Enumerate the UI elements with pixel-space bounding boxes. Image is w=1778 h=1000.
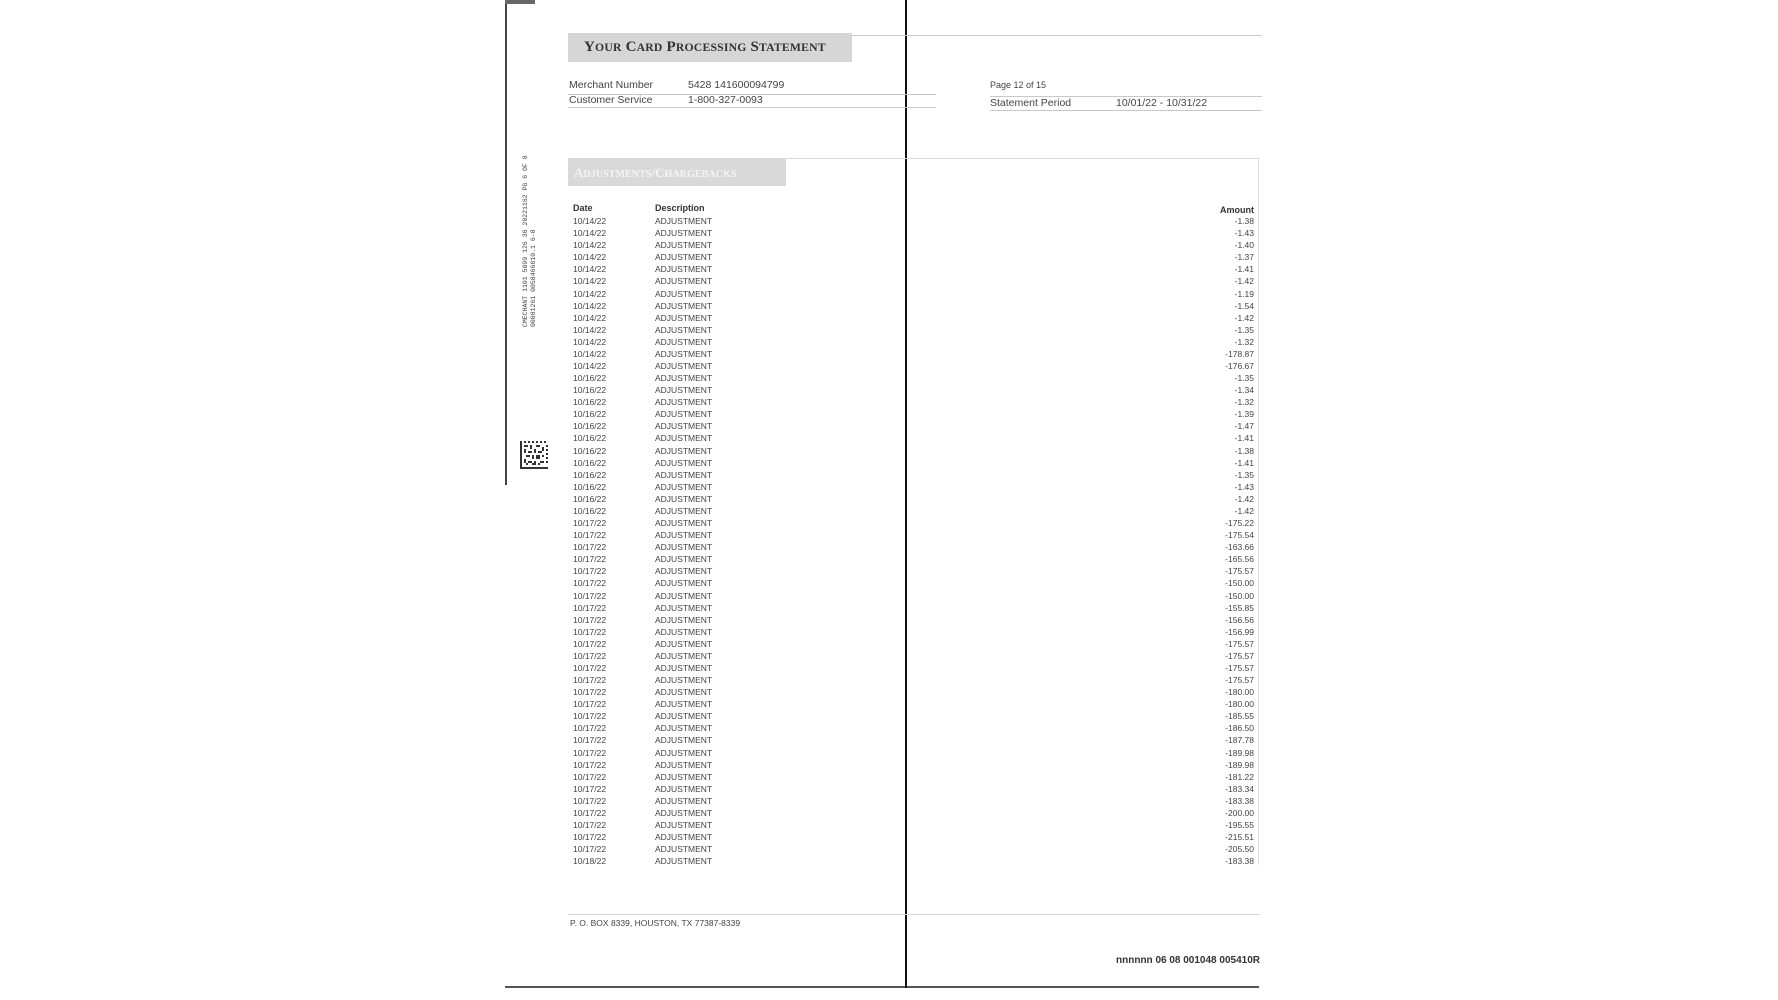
side-code-line-1: CMECHANT 1101 5099 126 36 20221162 PG 6 OF 8 bbox=[522, 155, 529, 327]
table-row-description: ADJUSTMENT bbox=[655, 228, 713, 239]
table-row-amount: -1.35 bbox=[1234, 469, 1254, 480]
table-row-description: ADJUSTMENT bbox=[655, 783, 713, 794]
table-row-description: ADJUSTMENT bbox=[655, 505, 713, 516]
table-row-date: 10/17/22 bbox=[573, 542, 607, 553]
table-row-amount: -189.98 bbox=[1225, 759, 1254, 770]
table-row-description: ADJUSTMENT bbox=[655, 675, 713, 685]
table-row-description: ADJUSTMENT bbox=[655, 493, 713, 504]
table-row-description: ADJUSTMENT bbox=[655, 735, 713, 746]
table-row-description: ADJUSTMENT bbox=[655, 832, 713, 843]
table-row-date: 10/17/22 bbox=[573, 663, 607, 673]
table-row-date: 10/17/22 bbox=[573, 795, 607, 806]
table-row-amount: -156.56 bbox=[1225, 614, 1254, 625]
table-row-description: ADJUSTMENT bbox=[655, 844, 713, 855]
table-row-description: ADJUSTMENT bbox=[655, 373, 713, 383]
table-row-amount: -165.56 bbox=[1225, 554, 1254, 565]
table-row-date: 10/14/22 bbox=[573, 348, 607, 359]
table-row-amount: -1.34 bbox=[1234, 385, 1254, 396]
table-row-date: 10/17/22 bbox=[573, 602, 607, 613]
table-row-date: 10/14/22 bbox=[573, 324, 607, 335]
table-row-amount: -150.00 bbox=[1225, 578, 1254, 589]
table-row-description: ADJUSTMENT bbox=[655, 469, 713, 480]
table-row-date: 10/16/22 bbox=[573, 505, 607, 516]
column-header-date: Date bbox=[573, 203, 593, 213]
table-row-amount: -1.32 bbox=[1234, 336, 1254, 347]
table-row-description: ADJUSTMENT bbox=[655, 397, 713, 408]
table-row-date: 10/14/22 bbox=[573, 264, 607, 275]
table-row-date: 10/16/22 bbox=[573, 457, 607, 468]
table-row-description: ADJUSTMENT bbox=[655, 445, 713, 456]
datamatrix-barcode-icon bbox=[520, 441, 548, 469]
section-title bbox=[568, 159, 786, 186]
table-row-description: ADJUSTMENT bbox=[655, 276, 713, 287]
side-tracking-code bbox=[522, 155, 538, 327]
merchant-number-label: Merchant Number bbox=[569, 79, 654, 91]
table-row-date: 10/17/22 bbox=[573, 638, 607, 649]
table-row-description: ADJUSTMENT bbox=[655, 626, 713, 637]
table-row-description: ADJUSTMENT bbox=[655, 747, 713, 758]
table-row-date: 10/17/22 bbox=[573, 832, 607, 843]
column-header-amount: Amount bbox=[1220, 205, 1254, 215]
table-row-date: 10/16/22 bbox=[573, 385, 607, 396]
table-row-description: ADJUSTMENT bbox=[655, 252, 713, 263]
table-row-date: 10/17/22 bbox=[573, 735, 607, 746]
table-row-description: ADJUSTMENT bbox=[655, 312, 713, 323]
table-row-date: 10/14/22 bbox=[573, 361, 607, 371]
statement-title bbox=[568, 33, 852, 62]
table-row-description: ADJUSTMENT bbox=[655, 614, 713, 625]
customer-service-value: 1-800-327-0093 bbox=[688, 94, 763, 106]
table-row-amount: -155.85 bbox=[1225, 602, 1254, 613]
table-row-amount: -163.66 bbox=[1225, 542, 1254, 553]
page-bottom-edge bbox=[505, 986, 1259, 988]
table-row-description: ADJUSTMENT bbox=[655, 542, 713, 553]
table-row-description: ADJUSTMENT bbox=[655, 530, 713, 541]
table-row-amount: -1.35 bbox=[1234, 373, 1254, 383]
table-row-amount: -1.42 bbox=[1234, 505, 1254, 516]
table-row-date: 10/17/22 bbox=[573, 783, 607, 794]
column-header-description: Description bbox=[655, 203, 705, 213]
table-row-date: 10/17/22 bbox=[573, 687, 607, 698]
table-row-amount: -1.42 bbox=[1234, 276, 1254, 287]
page-number: Page 12 of 15 bbox=[990, 80, 1047, 90]
table-row-date: 10/17/22 bbox=[573, 771, 607, 782]
table-row-amount: -180.00 bbox=[1225, 699, 1254, 710]
table-row-amount: -175.57 bbox=[1225, 638, 1254, 649]
table-row-amount: -176.67 bbox=[1225, 361, 1254, 371]
table-row-description: ADJUSTMENT bbox=[655, 288, 713, 299]
table-row-description: ADJUSTMENT bbox=[655, 240, 713, 251]
table-row-description: ADJUSTMENT bbox=[655, 518, 713, 528]
table-row-description: ADJUSTMENT bbox=[655, 348, 713, 359]
footer-rule bbox=[568, 914, 1260, 915]
footer-tracking-code: nnnnnn 06 08 001048 005410R bbox=[1116, 955, 1260, 966]
table-row-amount: -1.40 bbox=[1234, 240, 1254, 251]
table-row-date: 10/17/22 bbox=[573, 626, 607, 637]
table-row-date: 10/16/22 bbox=[573, 373, 607, 383]
table-row-date: 10/17/22 bbox=[573, 747, 607, 758]
table-row-amount: -181.22 bbox=[1225, 771, 1254, 782]
table-row-description: ADJUSTMENT bbox=[655, 663, 713, 673]
table-row-date: 10/14/22 bbox=[573, 336, 607, 347]
table-row-date: 10/17/22 bbox=[573, 844, 607, 855]
table-row-amount: -150.00 bbox=[1225, 590, 1254, 601]
table-row-amount: -1.43 bbox=[1234, 228, 1254, 239]
table-row-amount: -205.50 bbox=[1225, 844, 1254, 855]
statement-period-label: Statement Period bbox=[990, 97, 1072, 109]
table-row-description: ADJUSTMENT bbox=[655, 602, 713, 613]
table-row-amount: -1.43 bbox=[1234, 481, 1254, 492]
footer-address: P. O. BOX 8339, HOUSTON, TX 77387-8339 bbox=[570, 918, 741, 928]
table-row-amount: -1.39 bbox=[1234, 409, 1254, 420]
table-row-description: ADJUSTMENT bbox=[655, 481, 713, 492]
table-row-date: 10/17/22 bbox=[573, 711, 607, 722]
table-row-amount: -187.78 bbox=[1225, 735, 1254, 746]
table-row-date: 10/14/22 bbox=[573, 276, 607, 287]
table-row-amount: -186.50 bbox=[1225, 723, 1254, 734]
merchant-number-value: 5428 141600094799 bbox=[688, 79, 785, 91]
table-row-date: 10/14/22 bbox=[573, 252, 607, 263]
table-row-description: ADJUSTMENT bbox=[655, 433, 713, 444]
table-row-date: 10/17/22 bbox=[573, 759, 607, 770]
table-row-amount: -189.98 bbox=[1225, 747, 1254, 758]
table-row-amount: -1.42 bbox=[1234, 312, 1254, 323]
table-row-amount: -175.57 bbox=[1225, 566, 1254, 577]
table-row-amount: -183.38 bbox=[1225, 795, 1254, 806]
table-row-date: 10/16/22 bbox=[573, 493, 607, 504]
table-row-amount: -1.47 bbox=[1234, 421, 1254, 432]
title-rule bbox=[852, 35, 1262, 36]
period-rule bbox=[990, 110, 1262, 111]
page-corner-mark bbox=[505, 0, 535, 4]
table-row-date: 10/14/22 bbox=[573, 312, 607, 323]
table-row-date: 10/14/22 bbox=[573, 216, 607, 226]
table-row-description: ADJUSTMENT bbox=[655, 795, 713, 806]
table-row-description: ADJUSTMENT bbox=[655, 409, 713, 420]
table-row-date: 10/17/22 bbox=[573, 530, 607, 541]
table-row-description: ADJUSTMENT bbox=[655, 457, 713, 468]
table-row-amount: -195.55 bbox=[1225, 820, 1254, 830]
table-row-amount: -180.00 bbox=[1225, 687, 1254, 698]
table-row-date: 10/17/22 bbox=[573, 675, 607, 685]
section-title-text: ADJUSTMENTS/CHARGEBACKS bbox=[574, 165, 737, 180]
table-row-description: ADJUSTMENT bbox=[655, 216, 713, 226]
table-row-amount: -1.41 bbox=[1234, 457, 1254, 468]
table-row-description: ADJUSTMENT bbox=[655, 650, 713, 661]
table-row-date: 10/17/22 bbox=[573, 578, 607, 589]
table-row-description: ADJUSTMENT bbox=[655, 638, 713, 649]
table-row-description: ADJUSTMENT bbox=[655, 820, 713, 830]
customer-service-label: Customer Service bbox=[569, 94, 653, 106]
statement-period-value: 10/01/22 - 10/31/22 bbox=[1116, 97, 1208, 109]
table-row-description: ADJUSTMENT bbox=[655, 385, 713, 396]
table-row-description: ADJUSTMENT bbox=[655, 264, 713, 275]
table-row-date: 10/18/22 bbox=[573, 856, 607, 867]
statement-title-text: YOUR CARD PROCESSING STATEMENT bbox=[584, 39, 826, 55]
table-row-date: 10/17/22 bbox=[573, 554, 607, 565]
table-row-amount: -1.19 bbox=[1234, 288, 1254, 299]
table-row-date: 10/16/22 bbox=[573, 445, 607, 456]
table-row-date: 10/16/22 bbox=[573, 481, 607, 492]
table-row-description: ADJUSTMENT bbox=[655, 771, 713, 782]
table-row-description: ADJUSTMENT bbox=[655, 578, 713, 589]
table-row-amount: -156.99 bbox=[1225, 626, 1254, 637]
table-row-description: ADJUSTMENT bbox=[655, 711, 713, 722]
table-row-description: ADJUSTMENT bbox=[655, 759, 713, 770]
customer-service-rule bbox=[568, 107, 936, 108]
table-row-amount: -185.55 bbox=[1225, 711, 1254, 722]
table-row-amount: -175.22 bbox=[1225, 518, 1254, 528]
table-row-description: ADJUSTMENT bbox=[655, 699, 713, 710]
section-right-rule bbox=[1258, 158, 1259, 865]
scan-fold-line bbox=[905, 0, 907, 988]
table-row-date: 10/14/22 bbox=[573, 240, 607, 251]
table-row-amount: -175.57 bbox=[1225, 663, 1254, 673]
table-row-date: 10/16/22 bbox=[573, 469, 607, 480]
table-row-date: 10/17/22 bbox=[573, 590, 607, 601]
table-row-date: 10/16/22 bbox=[573, 409, 607, 420]
table-row-date: 10/17/22 bbox=[573, 699, 607, 710]
table-row-amount: -1.35 bbox=[1234, 324, 1254, 335]
table-row-amount: -1.37 bbox=[1234, 252, 1254, 263]
table-row-amount: -183.34 bbox=[1225, 783, 1254, 794]
table-row-amount: -178.87 bbox=[1225, 348, 1254, 359]
table-row-amount: -1.42 bbox=[1234, 493, 1254, 504]
table-row-amount: -1.32 bbox=[1234, 397, 1254, 408]
table-row-date: 10/17/22 bbox=[573, 807, 607, 818]
table-row-description: ADJUSTMENT bbox=[655, 361, 713, 371]
table-row-description: ADJUSTMENT bbox=[655, 590, 713, 601]
table-row-date: 10/16/22 bbox=[573, 433, 607, 444]
table-row-date: 10/17/22 bbox=[573, 566, 607, 577]
table-row-amount: -183.38 bbox=[1225, 856, 1254, 867]
table-row-date: 10/16/22 bbox=[573, 421, 607, 432]
side-code-line-2: 00081261 0058466810.1 6-8 bbox=[530, 229, 537, 327]
table-row-amount: -1.38 bbox=[1234, 445, 1254, 456]
table-row-date: 10/17/22 bbox=[573, 723, 607, 734]
table-row-date: 10/14/22 bbox=[573, 288, 607, 299]
table-row-date: 10/14/22 bbox=[573, 300, 607, 311]
table-row-description: ADJUSTMENT bbox=[655, 723, 713, 734]
table-row-amount: -215.51 bbox=[1225, 832, 1254, 843]
table-row-description: ADJUSTMENT bbox=[655, 566, 713, 577]
table-row-description: ADJUSTMENT bbox=[655, 807, 713, 818]
table-row-date: 10/14/22 bbox=[573, 228, 607, 239]
table-row-description: ADJUSTMENT bbox=[655, 336, 713, 347]
table-row-amount: -175.57 bbox=[1225, 650, 1254, 661]
table-row-date: 10/17/22 bbox=[573, 518, 607, 528]
table-row-amount: -1.41 bbox=[1234, 264, 1254, 275]
table-row-description: ADJUSTMENT bbox=[655, 324, 713, 335]
table-row-date: 10/17/22 bbox=[573, 614, 607, 625]
table-row-description: ADJUSTMENT bbox=[655, 856, 713, 867]
table-row-amount: -1.38 bbox=[1234, 216, 1254, 226]
table-row-description: ADJUSTMENT bbox=[655, 554, 713, 565]
table-row-date: 10/17/22 bbox=[573, 650, 607, 661]
table-row-description: ADJUSTMENT bbox=[655, 300, 713, 311]
table-row-date: 10/16/22 bbox=[573, 397, 607, 408]
table-row-description: ADJUSTMENT bbox=[655, 421, 713, 432]
table-row-amount: -175.57 bbox=[1225, 675, 1254, 685]
page-left-edge bbox=[505, 0, 507, 485]
table-row-amount: -175.54 bbox=[1225, 530, 1254, 541]
table-row-amount: -1.54 bbox=[1234, 300, 1254, 311]
table-row-amount: -1.41 bbox=[1234, 433, 1254, 444]
table-row-date: 10/17/22 bbox=[573, 820, 607, 830]
table-row-amount: -200.00 bbox=[1225, 807, 1254, 818]
table-row-description: ADJUSTMENT bbox=[655, 687, 713, 698]
